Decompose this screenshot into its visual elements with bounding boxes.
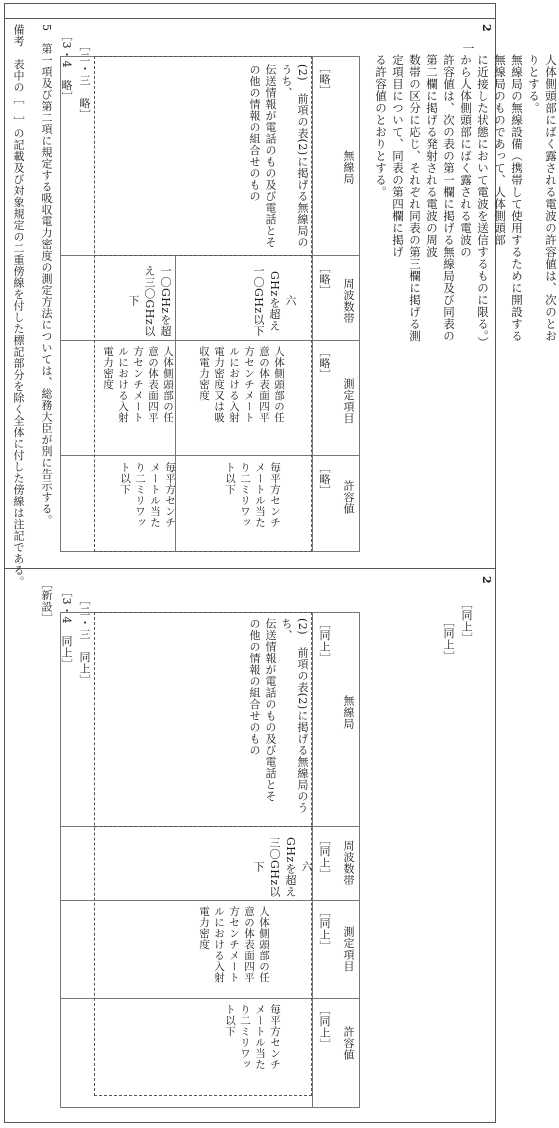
top-omit-frequency: ［略］: [318, 262, 331, 297]
bottom-header-station: 無線局: [342, 695, 355, 730]
top-measurement-1: 人体側頭部の任 意の体表面四平 方センチメート ルにおける入射 電力密度又は吸 収電力密度: [198, 346, 285, 423]
bottom-article-number: 2: [480, 576, 493, 585]
bottom-frequency: 六 GHzを超え 三〇GHz以下: [252, 836, 313, 898]
top-allowance-1: 毎平方センチ メートル当た り二ミリワッ ト以下: [224, 462, 281, 528]
bottom-items-2-3: ［二・三 同上］: [78, 594, 91, 686]
top-station-text: (2) 前項の表(2)に掲げる無線局のうち、 伝送情報が電話のもの及び電話とそ の他の情報の組合せのもの: [248, 64, 309, 248]
top-dash-sep: [94, 255, 312, 256]
top-item-number: 一: [461, 42, 475, 55]
bottom-station-text: (2) 前項の表(2)に掲げる無線局のうち、 伝送情報が電話のもの及び電話とそ の他の情報の組合せのもの: [248, 618, 309, 814]
top-article-number: 2: [480, 24, 493, 33]
bottom-header-measurement: 測定項目: [342, 926, 355, 972]
top-omit-measurement: ［略］: [318, 346, 331, 381]
top-measurement-2: 人体側頭部の任 意の体表面四平 方センチメート ルにおける入射 電力密度: [102, 346, 174, 423]
bottom-header-allowance: 許容値: [342, 1026, 355, 1061]
bottom-allowance: 毎平方センチ メートル当た り二ミリワッ ト以下: [224, 1004, 281, 1070]
top-header-allowance: 許容値: [342, 480, 355, 515]
top-item-5: 5 第一項及び第二項に規定する吸収電力密度の測定方法については、総務大臣が別に告示する。: [40, 24, 53, 526]
top-frequency-1: 六 GHzを超え 一〇GHz以下: [252, 265, 297, 337]
bottom-same-frequency: ［同上］: [318, 834, 331, 880]
top-frequency-2: 一〇GHzを超 え三〇GHz以 下: [127, 265, 172, 337]
bottom-paragraph-same: ［同上］: [442, 616, 455, 662]
bottom-same-allowance: ［同上］: [318, 1004, 331, 1050]
bottom-same-station: ［同上］: [318, 618, 331, 664]
top-header-station: 無線局: [342, 150, 355, 185]
top-items-2-3: ［二・三 略］: [78, 40, 91, 121]
top-omit-station: ［略］: [318, 62, 331, 97]
bottom-item-same: ［同上］: [460, 598, 473, 644]
bottom-header-frequency: 周波数帯: [342, 840, 355, 886]
bottom-new-item: ［新設］: [40, 578, 53, 624]
bottom-measurement: 人体側頭部の任 意の体表面四平 方センチメート ルにおける入射 電力密度: [198, 906, 270, 983]
bottom-items-3-4: ［3・4 同上］: [60, 586, 73, 670]
top-header-frequency: 周波数帯: [342, 278, 355, 324]
bottom-same-measurement: ［同上］: [318, 906, 331, 952]
remark-note: 備考 表中の［ ］の記載及び対象規定の二重傍線を付した標記部分を除く全体に付した傍線は注記である。: [12, 24, 25, 588]
top-allowance-2: 毎平方センチ メートル当た り二ミリワッ ト以下: [119, 462, 176, 528]
top-paragraph: 人体側頭部にばく露される電波の許容値は、次のとおりとする。 無線局の無線設備（携帯して使用するために開設する無線局のものであって、人体側頭部 に近接した状態において電波を送信するものに限る。）から人体側頭部にばく露される電波の 許容値は、次の表の第一欄に掲げる無線局及び同表の第二欄に掲げる発射される電波の周波 数帯の区分に応じ、それぞれ同表の第三欄に掲げる測定項目について、同表の第四欄に掲げ る許容値のとおりとする。: [374, 54, 558, 343]
middle-rule: [4, 568, 496, 569]
top-rule: [4, 18, 496, 19]
top-omit-allowance: ［略］: [318, 462, 331, 497]
top-row-sep: [312, 56, 313, 552]
top-header-measurement: 測定項目: [342, 378, 355, 424]
top-items-3-4: ［3・4 略］: [60, 30, 73, 103]
bottom-dash-sep: [94, 826, 312, 827]
